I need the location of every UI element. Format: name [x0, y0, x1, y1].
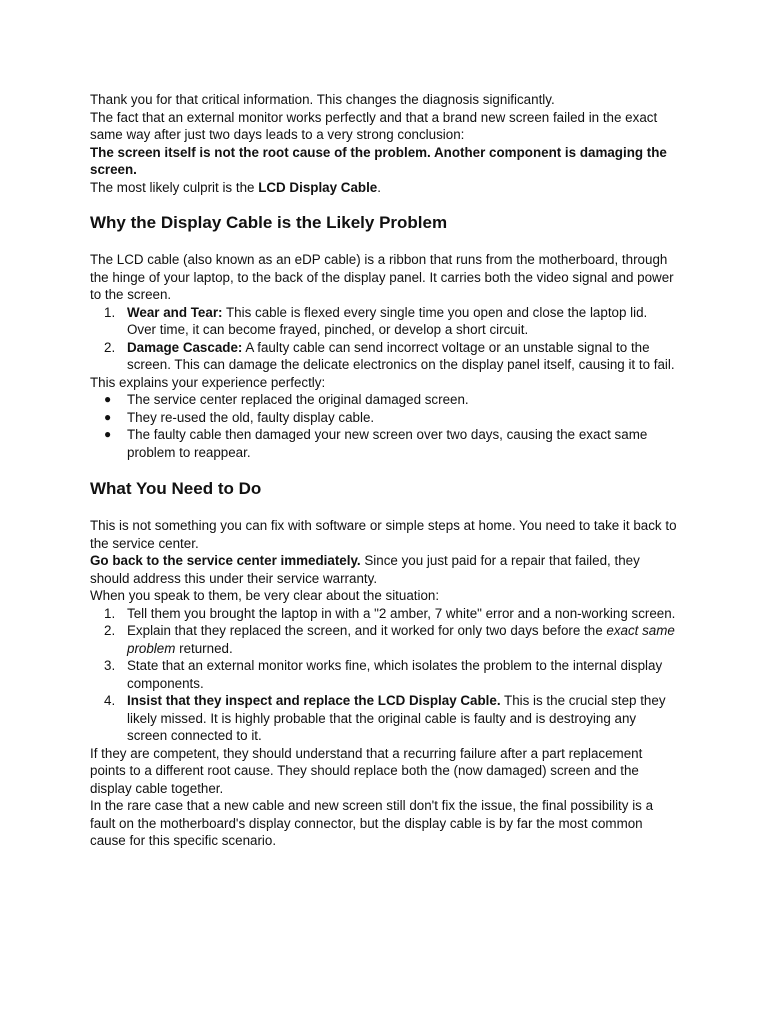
- steps-list: [90, 605, 680, 745]
- rare-case-text: In the rare case that a new cable and new screen still don't fix the issue, the final possibility is a fault on the motherboard's display connector, but the display cable is by far the most common cause for this specific scenario.: [90, 798, 654, 848]
- intro-conclusion: [90, 144, 680, 179]
- reason-title: Damage Cascade:: [127, 339, 243, 355]
- culprit-suffix: .: [377, 179, 381, 195]
- step-text: Explain that they replaced the screen, and it worked for only two days before the: [127, 623, 607, 638]
- step-item: [90, 692, 680, 745]
- step-item: [90, 657, 680, 692]
- step-text: State that an external monitor works fine, which isolates the problem to the internal display components.: [127, 658, 663, 691]
- speak-line: When you speak to them, be very clear about the situation:: [90, 588, 440, 603]
- list-number: 3.: [104, 658, 116, 673]
- step-item: [90, 622, 680, 657]
- go-back-detail: Since you just paid for a repair that failed, they should address this under their service warranty.: [90, 553, 640, 586]
- document-body: [90, 91, 680, 850]
- experience-list: [90, 391, 680, 461]
- step-bold: Insist that they inspect and replace the LCD Display Cable.: [127, 693, 501, 708]
- step-text: This is the crucial step they likely missed. It is highly probable that the original cable is faulty and is destroying any screen connected to it.: [127, 693, 666, 743]
- list-number: 2.: [104, 623, 116, 638]
- go-back-bold: Go back to the service center immediately.: [90, 553, 361, 568]
- experience-item: [90, 391, 680, 409]
- step-item: [90, 605, 680, 623]
- reason-text: This cable is flexed every single time you open and close the laptop lid. Over time, it can become frayed, pinched, or develop a short circuit.: [127, 304, 648, 337]
- experience-text: They re-used the old, faulty display cable.: [127, 409, 375, 425]
- intro-culprit: [90, 179, 680, 197]
- go-back-text: [90, 552, 680, 587]
- bullet-icon: ●: [104, 392, 112, 406]
- explains-line: This explains your experience perfectly:: [90, 374, 326, 390]
- step-italic: exact same problem: [127, 623, 675, 656]
- reasons-list: [90, 304, 680, 374]
- experience-item: [90, 409, 680, 427]
- experience-text: The service center replaced the original damaged screen.: [127, 392, 469, 407]
- list-number: 2.: [104, 339, 116, 355]
- list-number: 1.: [104, 605, 116, 621]
- experience-text: The faulty cable then damaged your new screen over two days, causing the exact same problem to reappear.: [127, 427, 648, 460]
- intro-thanks: Thank you for that critical information. This changes the diagnosis significantly.: [90, 92, 555, 107]
- list-number: 4.: [104, 693, 116, 708]
- experience-item: [90, 426, 680, 461]
- heading-why-cable: Why the Display Cable is the Likely Problem: [90, 213, 448, 232]
- culprit-prefix: The most likely culprit is the: [90, 179, 259, 195]
- reason-title: Wear and Tear:: [127, 304, 223, 320]
- conclusion-bold: The screen itself is not the root cause of the problem. Another component is damaging the screen.: [90, 144, 667, 177]
- competent-text: If they are competent, they should understand that a recurring failure after a part replacement points to a different root cause. They should replace both the (now damaged) screen and the display cable together.: [90, 745, 643, 796]
- cable-description: The LCD cable (also known as an eDP cable) is a ribbon that runs from the motherboard, through the hinge of your laptop, to the back of the display panel. It carries both the video signal and power to the screen.: [90, 252, 674, 302]
- reason-item: [90, 339, 680, 374]
- intro-fact: The fact that an external monitor works perfectly and that a brand new screen failed in the exact same way after just two days leads to a very strong conclusion:: [90, 109, 658, 142]
- bullet-icon: ●: [104, 427, 112, 441]
- list-number: 1.: [104, 304, 116, 320]
- heading-what-to-do: What You Need to Do: [90, 479, 262, 498]
- not-fixable-text: This is not something you can fix with software or simple steps at home. You need to take it back to the service center.: [90, 518, 677, 551]
- culprit-bold: LCD Display Cable: [258, 179, 378, 195]
- bullet-icon: ●: [104, 409, 112, 424]
- reason-item: [90, 304, 680, 339]
- step-text: returned.: [175, 640, 233, 656]
- reason-text: A faulty cable can send incorrect voltage or an unstable signal to the screen. This can damage the delicate electronics on the display panel itself, causing it to fail.: [127, 339, 675, 372]
- step-text: Tell them you brought the laptop in with a "2 amber, 7 white" error and a non-working screen.: [127, 605, 676, 621]
